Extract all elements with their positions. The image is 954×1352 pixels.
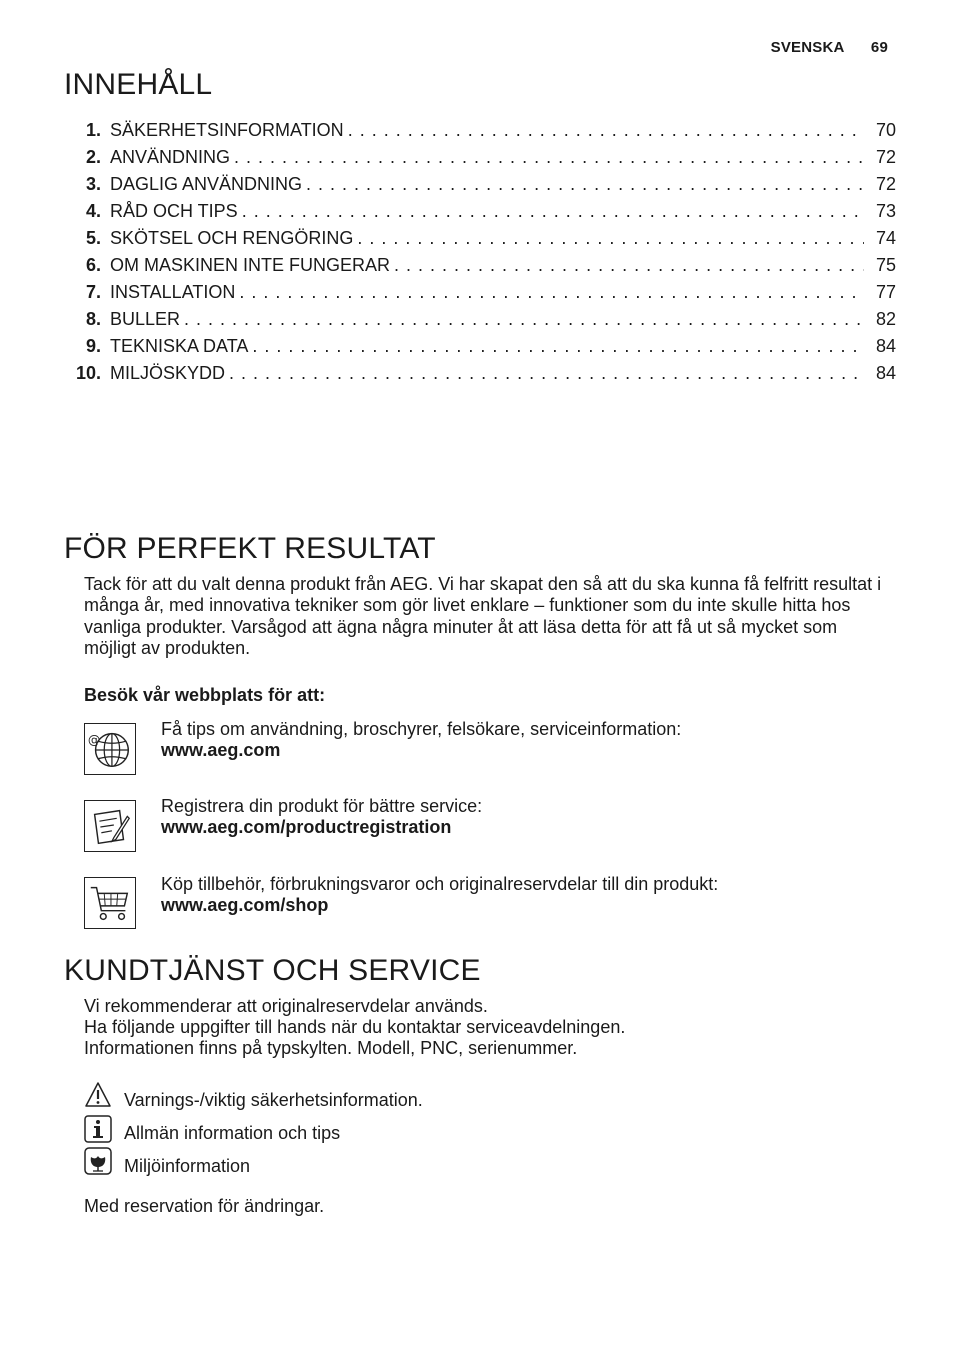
toc-entry-page: 72: [875, 174, 896, 194]
toc-entry-title: BULLER: [110, 309, 181, 329]
toc-entry-title: DAGLIG ANVÄNDNING: [110, 174, 303, 194]
toc-dot-leader: [306, 174, 864, 195]
toc-entry[interactable]: [66, 174, 896, 201]
legend-warning-text: Varnings-/viktig säkerhetsinformation.: [124, 1090, 423, 1110]
toc-entry[interactable]: [66, 282, 896, 309]
toc-dot-leader: [394, 255, 864, 276]
toc-entry-page: 82: [875, 309, 896, 329]
visit-heading: Besök vår webbplats för att:: [84, 685, 326, 705]
globe-icon: [84, 723, 136, 775]
toc-entry[interactable]: [66, 228, 896, 255]
toc-entry-number: 2.: [85, 147, 101, 167]
toc-entry-page: 75: [875, 255, 896, 275]
toc-entry-number: 4.: [85, 201, 101, 221]
toc-entry[interactable]: [66, 336, 896, 363]
toc-entry[interactable]: [66, 363, 896, 390]
toc-dot-leader: [234, 147, 864, 168]
legend-info-text: Allmän information och tips: [124, 1123, 341, 1143]
toc-entry-number: 7.: [85, 282, 101, 302]
toc-entry-number: 1.: [85, 120, 101, 140]
page-header: [771, 39, 888, 56]
toc-entry[interactable]: [66, 309, 896, 336]
warning-icon: [84, 1081, 112, 1109]
registration-form-icon: [84, 800, 136, 852]
toc-entry-number: 3.: [85, 174, 101, 194]
toc-dot-leader: [242, 201, 864, 222]
link-aeg[interactable]: www.aeg.com: [161, 740, 281, 761]
service-line-1: Vi rekommenderar att originalreservdelar används.: [84, 996, 488, 1016]
legend-environment-text: Miljöinformation: [124, 1156, 251, 1176]
toc-entry[interactable]: [66, 255, 896, 282]
toc-dot-leader: [239, 282, 864, 303]
link-item-tips: [161, 719, 681, 762]
toc-entry-number: 10.: [75, 363, 101, 383]
service-line-3: Informationen finns på typskylten. Modell, PNC, serienummer.: [84, 1038, 578, 1058]
link-item-shop: [161, 874, 718, 917]
toc-dot-leader: [184, 309, 864, 330]
svg-text:@: @: [87, 732, 101, 748]
toc-entry-number: 8.: [85, 309, 101, 329]
link-item-tips-text: Få tips om användning, broschyrer, felsökare, serviceinformation:: [161, 719, 682, 739]
toc-entry-title: INSTALLATION: [110, 282, 236, 302]
toc-dot-leader: [348, 120, 864, 141]
toc-entry-page: 70: [875, 120, 896, 140]
toc-entry-number: 6.: [85, 255, 101, 275]
toc-dot-leader: [229, 363, 864, 384]
shopping-cart-icon: [84, 877, 136, 929]
intro-paragraph: Tack för att du valt denna produkt från AEG. Vi har skapat den så att du ska kunna få felfritt resultat i många år, med innovativa tekniker som gör livet enklare – funktioner som du inte skulle hitta hos vanliga produkter. Varsågod att ägna några minuter åt att läsa detta för att få ut så mycket som möjligt av produkten.: [84, 574, 882, 658]
toc-title: INNEHÅLL: [64, 68, 213, 101]
toc-entry-page: 84: [875, 363, 896, 383]
toc-entry-title: RÅD OCH TIPS: [110, 201, 238, 221]
link-productregistration[interactable]: www.aeg.com/productregistration: [161, 817, 452, 838]
info-icon: [84, 1115, 112, 1143]
toc-entry-title: SÄKERHETSINFORMATION: [110, 120, 344, 140]
link-shop[interactable]: www.aeg.com/shop: [161, 895, 329, 916]
toc-entry-page: 72: [875, 147, 896, 167]
link-item-shop-text: Köp tillbehör, förbrukningsvaror och originalreservdelar till din produkt:: [161, 874, 719, 894]
perfect-result-title: FÖR PERFEKT RESULTAT: [64, 532, 436, 565]
toc-dot-leader: [252, 336, 864, 357]
toc-dot-leader: [357, 228, 864, 249]
link-item-register: [161, 796, 482, 839]
environment-icon: [84, 1147, 112, 1175]
service-title: KUNDTJÄNST OCH SERVICE: [64, 954, 481, 987]
link-item-register-text: Registrera din produkt för bättre service:: [161, 796, 483, 816]
language-label: SVENSKA: [770, 39, 845, 56]
toc-entry-title: SKÖTSEL OCH RENGÖRING: [110, 228, 354, 248]
toc-entry-title: OM MASKINEN INTE FUNGERAR: [110, 255, 391, 275]
page-number: 69: [870, 39, 888, 56]
toc-entry-page: 84: [875, 336, 896, 356]
toc-entry-title: TEKNISKA DATA: [110, 336, 249, 356]
toc-entry-title: MILJÖSKYDD: [110, 363, 226, 383]
toc-entry-title: ANVÄNDNING: [110, 147, 231, 167]
toc-entry[interactable]: [66, 120, 896, 147]
footer-note: Med reservation för ändringar.: [84, 1196, 325, 1216]
toc-entry-number: 9.: [85, 336, 101, 356]
toc-entry[interactable]: [66, 147, 896, 174]
toc-entry-page: 73: [875, 201, 896, 221]
toc-entry[interactable]: [66, 201, 896, 228]
table-of-contents: [66, 120, 896, 390]
toc-entry-number: 5.: [85, 228, 101, 248]
service-line-2: Ha följande uppgifter till hands när du kontaktar serviceavdelningen.: [84, 1017, 626, 1037]
toc-entry-page: 77: [875, 282, 896, 302]
toc-entry-page: 74: [875, 228, 896, 248]
